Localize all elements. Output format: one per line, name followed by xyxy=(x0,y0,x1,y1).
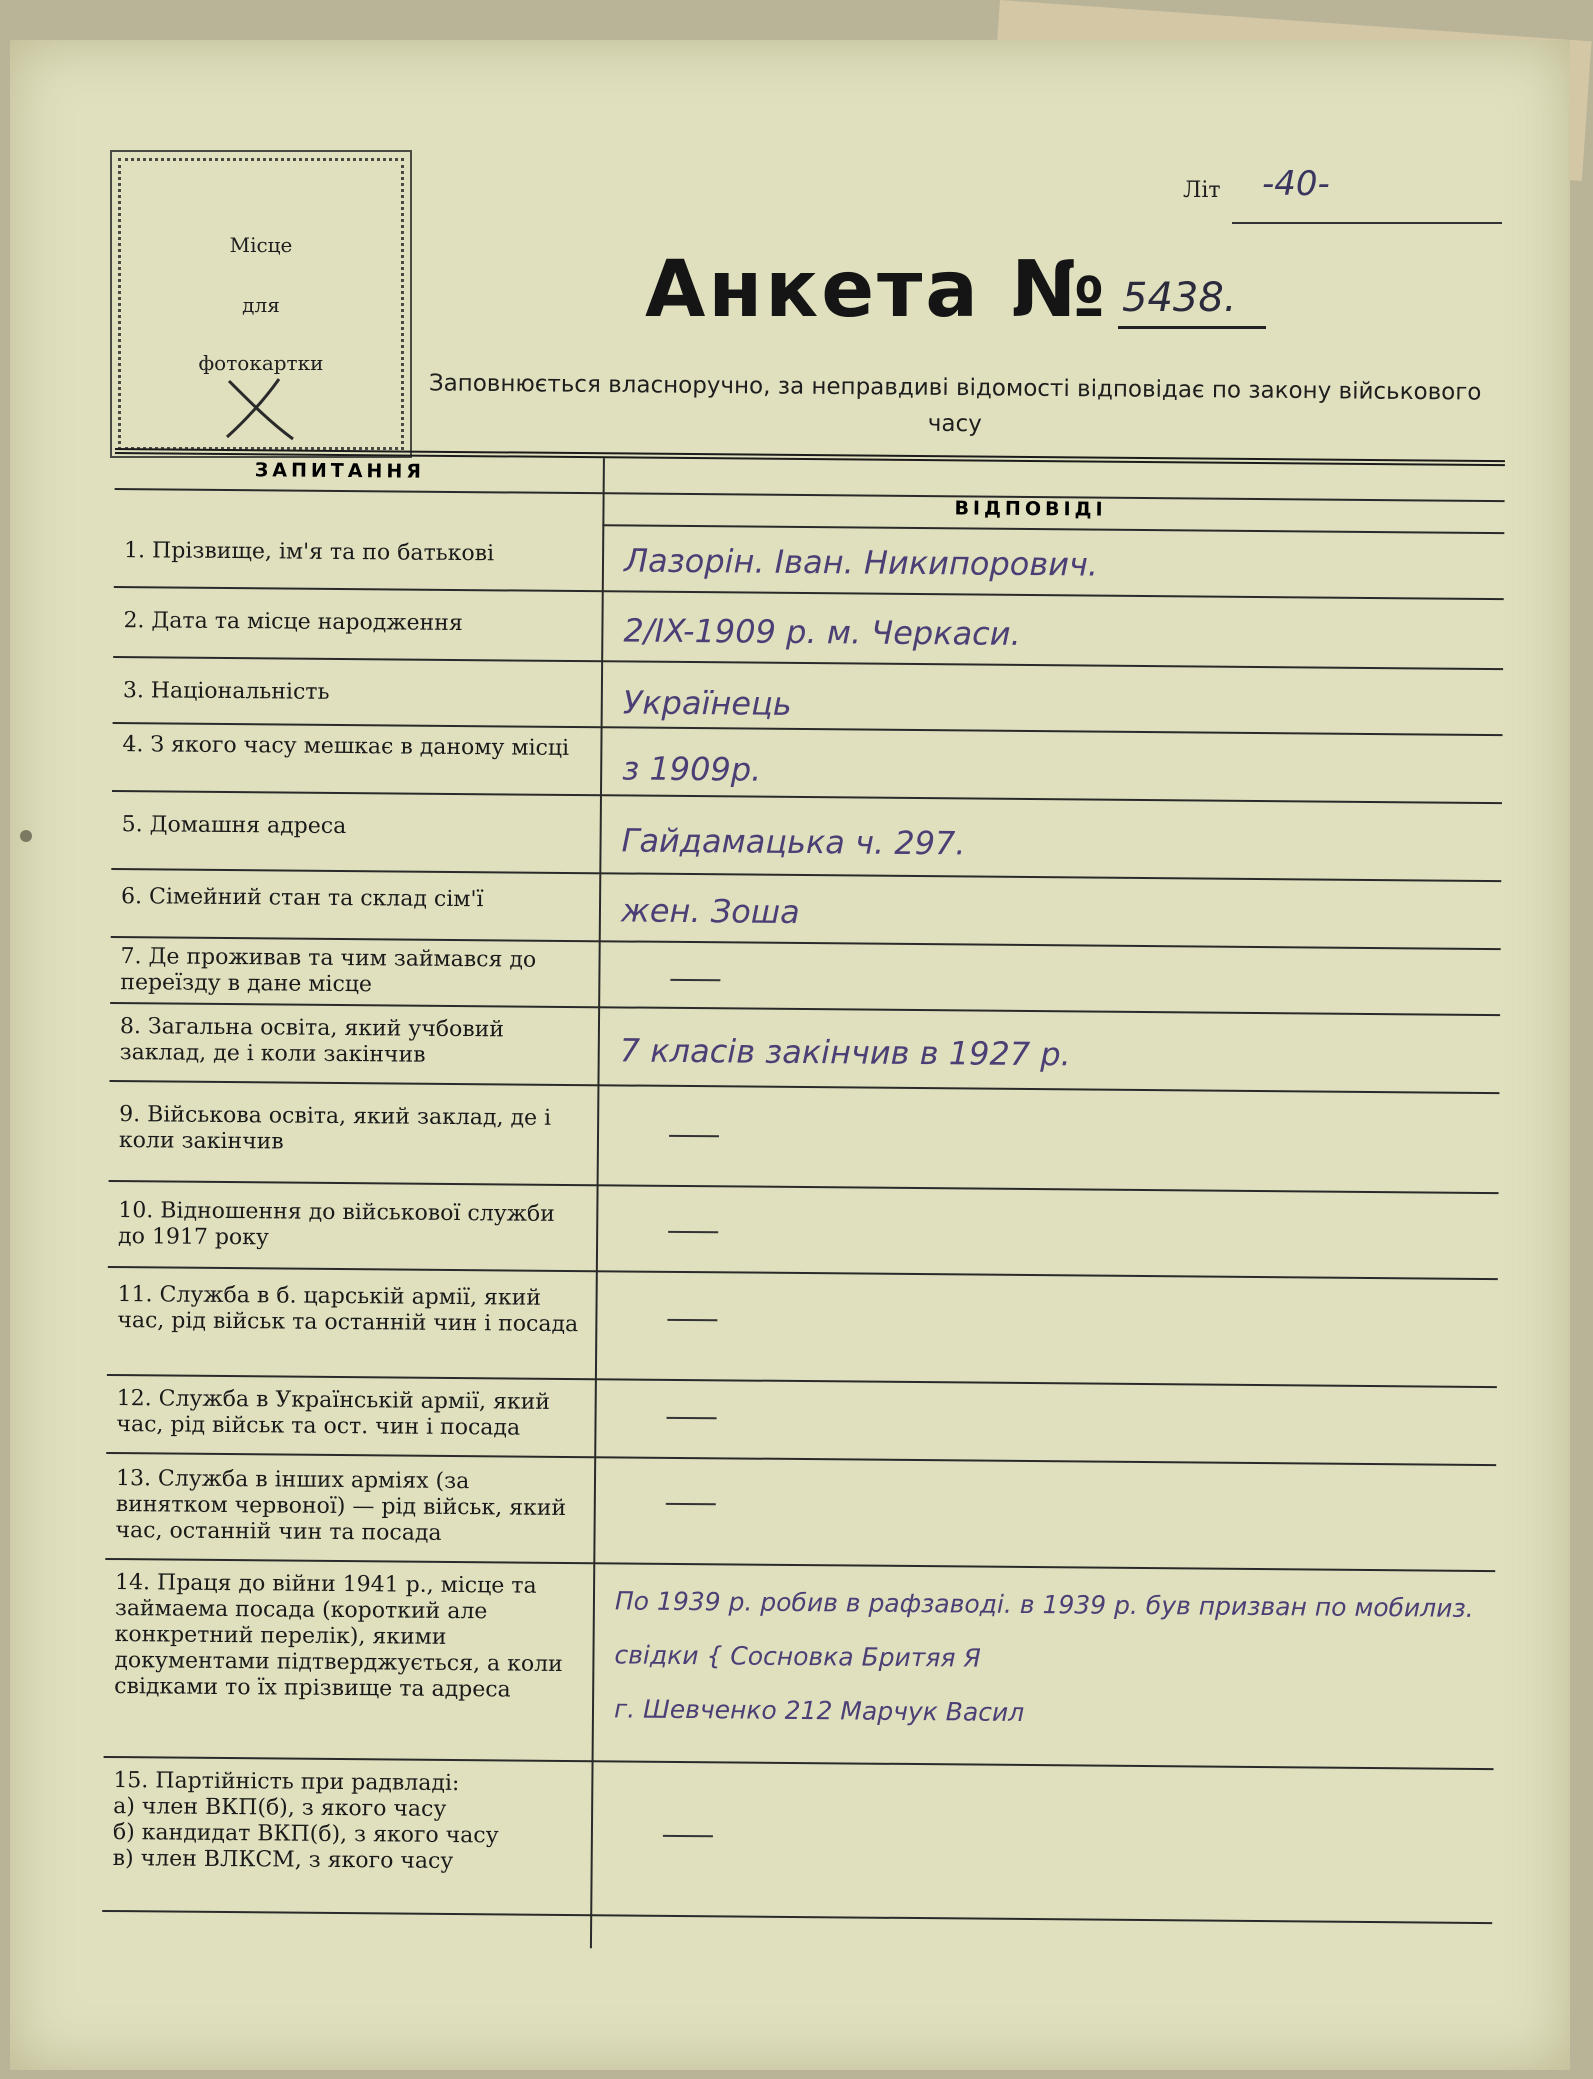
question-10: 10. Відношення до військової служби до 1917 року xyxy=(118,1198,555,1251)
table-row xyxy=(109,1082,1500,1194)
question-6: 6. Сімейний стан та склад сім'ї xyxy=(120,884,484,913)
page-title: Анкета № xyxy=(645,245,1108,335)
photo-label-2: для xyxy=(242,293,280,317)
table-row xyxy=(110,938,1501,1016)
column-header-answers: ВІДПОВІДІ xyxy=(954,497,1107,521)
answer-6: жен. Зоша xyxy=(620,891,800,931)
table-row xyxy=(113,658,1504,736)
header-rule-left xyxy=(115,488,1505,502)
table-row xyxy=(111,792,1502,882)
cross-mark-icon xyxy=(221,373,301,443)
question-13: 13. Служба в інших арміях (за винятком червоної) — рід військ, який час, останній чин та посада xyxy=(115,1466,567,1546)
question-15: 15. Партійність при радвладі: а) член ВКП(б), з якого часу б) кандидат ВКП(б), з якого часу в) член ВЛКСМ, з якого часу xyxy=(112,1768,499,1875)
question-11: 11. Служба в б. царській армії, який час, рід військ та останній чин і посада xyxy=(117,1282,579,1338)
photo-placeholder xyxy=(118,158,404,450)
sheet-number-line xyxy=(1232,222,1502,224)
sheet-number: -40- xyxy=(1262,164,1330,204)
question-8: 8. Загальна освіта, який учбовий заклад, де і коли закінчив xyxy=(119,1014,505,1068)
question-3: 3. Національність xyxy=(122,678,330,705)
table-row xyxy=(104,1560,1496,1770)
answer-8: 7 класів закінчив в 1927 р. xyxy=(619,1031,1071,1074)
form-number: 5438. xyxy=(1122,275,1237,321)
answer-5: Гайдамацька ч. 297. xyxy=(621,821,966,863)
table-row xyxy=(112,724,1503,804)
question-1: 1. Прізвище, ім'я та по батькові xyxy=(123,538,495,567)
question-2: 2. Дата та місце народження xyxy=(123,608,463,637)
question-14: 14. Праця до війни 1941 р., місце та займаема посада (короткий але конкретний перелік), якими документами підтверджується, а коли свідками то їх прізвище та адреса xyxy=(114,1570,563,1703)
empty-answer-dash xyxy=(667,1319,717,1321)
answer-2: 2/IX-1909 р. м. Черкаси. xyxy=(623,611,1021,653)
empty-answer-dash xyxy=(668,1231,718,1233)
empty-answer-dash xyxy=(670,979,720,981)
table-row xyxy=(108,1182,1499,1280)
answer-4: з 1909р. xyxy=(622,749,762,789)
answer-3: Українець xyxy=(622,683,792,723)
table-row xyxy=(106,1376,1497,1466)
binding-hole xyxy=(20,830,32,842)
sheet-label: Літ xyxy=(1183,178,1221,203)
table-row xyxy=(111,870,1502,950)
empty-answer-dash xyxy=(667,1417,717,1419)
column-header-questions: ЗАПИТАННЯ xyxy=(254,459,426,483)
photo-label-1: Місце xyxy=(229,233,293,257)
question-5: 5. Домашня адреса xyxy=(121,812,347,840)
question-4: 4. З якого часу мешкає в даному місці xyxy=(122,732,570,761)
questionnaire-table xyxy=(102,448,1505,1960)
empty-answer-dash xyxy=(663,1835,713,1837)
table-row xyxy=(102,1758,1493,1924)
answer-1: Лазорін. Іван. Никипорович. xyxy=(623,541,1099,584)
question-7: 7. Де проживав та чим займався до переїзду в дане місце xyxy=(120,944,537,998)
table-row xyxy=(107,1268,1498,1388)
empty-answer-dash xyxy=(666,1503,716,1505)
answer-14: По 1939 р. робив в рафзаводі. в 1939 р. був призван по мобилиз. свідки { Сосновка Бритяя Я г. Шевченко 212 Марчук Васил xyxy=(613,1586,1474,1727)
table-row xyxy=(114,520,1505,600)
table-row xyxy=(109,1004,1500,1094)
question-9: 9. Військова освіта, який заклад, де і коли закінчив xyxy=(118,1102,552,1155)
question-12: 12. Служба в Українській армії, який час, рід військ та ост. чин і посада xyxy=(116,1386,551,1441)
table-row xyxy=(113,588,1504,670)
table-row xyxy=(105,1454,1496,1572)
empty-answer-dash xyxy=(669,1135,719,1137)
form-number-line xyxy=(1118,326,1266,329)
form-instructions: Заповнюється власноручно, за неправдиві відомості відповідає по закону військового часу xyxy=(428,370,1482,438)
photo-label-3: фотокартки xyxy=(198,351,324,375)
